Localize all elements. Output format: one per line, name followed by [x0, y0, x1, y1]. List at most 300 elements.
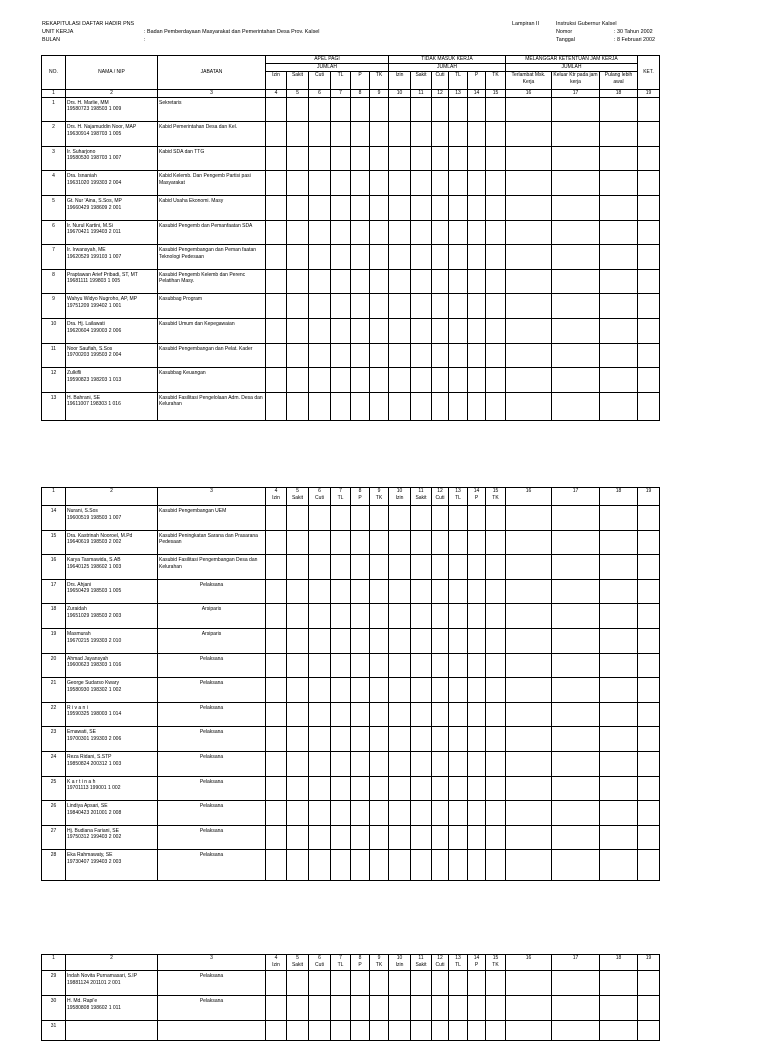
column-sublabel: TK [375, 961, 383, 968]
attendance-cell [506, 678, 552, 703]
attendance-cell [449, 751, 468, 776]
attendance-cell [389, 971, 411, 996]
attendance-cell [506, 555, 552, 580]
col-header-p: P [351, 72, 370, 90]
row-number: 18 [42, 604, 66, 629]
attendance-cell [638, 653, 660, 678]
attendance-cell [370, 318, 389, 343]
attendance-cell [449, 678, 468, 703]
table-row [42, 555, 660, 580]
column-number-label: 1 [52, 90, 55, 96]
attendance-cell [600, 678, 638, 703]
attendance-cell [351, 171, 370, 196]
row-number: 1 [42, 97, 66, 122]
attendance-cell [486, 343, 506, 368]
table-row [42, 628, 660, 653]
column-sublabel: Izin [395, 961, 404, 968]
jabatan-cell: Kabid Kelemb. Dan Pengemb Partisi pasi Masyarakat [158, 171, 266, 196]
row-number: 10 [42, 318, 66, 343]
column-number-label: 16 [525, 955, 532, 961]
employee-nip: 19660429 198609 2 001 [67, 204, 122, 211]
attendance-cell [266, 825, 287, 850]
table-row [42, 122, 660, 147]
employee-nip: 19700203 199503 2 004 [67, 352, 122, 359]
column-number [432, 488, 449, 506]
column-number [552, 955, 600, 971]
attendance-cell [411, 506, 432, 531]
name-cell [66, 171, 158, 196]
employee-name: H. Bahrani, SE [67, 394, 101, 401]
attendance-cell [287, 971, 309, 996]
attendance-cell [486, 971, 506, 996]
attendance-cell [309, 801, 331, 826]
attendance-cell [411, 392, 432, 420]
column-number [42, 90, 66, 98]
column-number [638, 90, 660, 98]
attendance-cell [432, 392, 449, 420]
jabatan-cell: Kasubid Pengembangan dan Peman faatan Teknologi Pedesaan [158, 245, 266, 270]
column-number [370, 488, 389, 506]
column-number [351, 90, 370, 98]
attendance-table-page-3 [41, 954, 660, 1041]
attendance-cell [287, 171, 309, 196]
attendance-cell [449, 653, 468, 678]
column-sublabel: TL [455, 494, 461, 501]
column-number [266, 488, 287, 506]
jabatan-cell: Pelaksana [158, 971, 266, 996]
attendance-cell [506, 653, 552, 678]
attendance-cell [468, 294, 486, 319]
attendance-cell [506, 97, 552, 122]
attendance-cell [411, 195, 432, 220]
attendance-cell [411, 751, 432, 776]
column-number-label: 8 [358, 955, 362, 961]
column-number-label: 9 [377, 955, 381, 961]
attendance-cell [331, 245, 351, 270]
column-number [638, 488, 660, 506]
attendance-cell [411, 146, 432, 171]
attendance-cell [552, 751, 600, 776]
row-number: 6 [42, 220, 66, 245]
jabatan-cell: Pelaksana [158, 825, 266, 850]
attendance-cell [506, 971, 552, 996]
column-number-label: 11 [418, 90, 424, 96]
attendance-cell [468, 171, 486, 196]
attendance-cell [370, 653, 389, 678]
attendance-cell [506, 776, 552, 801]
column-sublabel: TK [492, 961, 499, 968]
attendance-cell [506, 195, 552, 220]
attendance-cell [266, 776, 287, 801]
table-row [42, 97, 660, 122]
row-number: 15 [42, 530, 66, 555]
name-cell [66, 801, 158, 826]
attendance-cell [331, 343, 351, 368]
attendance-cell [506, 220, 552, 245]
attendance-cell [506, 579, 552, 604]
attendance-cell [309, 506, 331, 531]
column-number [638, 955, 660, 971]
attendance-cell [287, 678, 309, 703]
employee-name: Dra. Kastrinah Nooroel, M.Pd [67, 532, 133, 539]
attendance-cell [266, 702, 287, 727]
jabatan-cell: Pelaksana [158, 751, 266, 776]
attendance-cell [266, 343, 287, 368]
jabatan-cell: Kasubbag Program [158, 294, 266, 319]
attendance-cell [411, 702, 432, 727]
name-cell [66, 604, 158, 629]
row-number: 9 [42, 294, 66, 319]
attendance-cell [552, 628, 600, 653]
attendance-cell [468, 530, 486, 555]
name-cell [66, 245, 158, 270]
attendance-cell [309, 776, 331, 801]
attendance-cell [600, 269, 638, 294]
column-number [411, 90, 432, 98]
attendance-cell [266, 146, 287, 171]
employee-nip: 19611007 198303 1 016 [67, 401, 121, 408]
row-number: 31 [42, 1021, 66, 1041]
table-row [42, 850, 660, 881]
attendance-cell [287, 751, 309, 776]
name-cell [66, 220, 158, 245]
column-number [66, 955, 158, 971]
attendance-cell [411, 628, 432, 653]
attendance-cell [468, 776, 486, 801]
attendance-cell [600, 850, 638, 881]
attendance-cell [351, 318, 370, 343]
attendance-cell [309, 971, 331, 996]
attendance-cell [370, 122, 389, 147]
column-number-label: 19 [645, 90, 652, 96]
employee-name: Hj. Budiana Fariani, SE [67, 827, 119, 834]
column-number-label: 9 [377, 488, 381, 494]
attendance-cell [331, 801, 351, 826]
attendance-cell [552, 506, 600, 531]
attendance-cell [370, 579, 389, 604]
attendance-cell [638, 368, 660, 393]
attendance-cell [449, 506, 468, 531]
employee-nip: 19700301 199303 2 006 [67, 735, 122, 742]
jabatan-cell: Kasubbag Keuangan [158, 368, 266, 393]
attendance-cell [370, 801, 389, 826]
column-sublabel: Cuti [315, 494, 324, 501]
column-number [351, 955, 370, 971]
attendance-cell [266, 392, 287, 420]
attendance-cell [432, 171, 449, 196]
employee-name: Ir. Nurul Kartini, M.Si [67, 222, 113, 229]
attendance-cell [370, 727, 389, 752]
column-number-label: 6 [318, 90, 321, 96]
attendance-cell [506, 801, 552, 826]
attendance-cell [351, 579, 370, 604]
attendance-cell [266, 727, 287, 752]
attendance-cell [266, 801, 287, 826]
attendance-cell [468, 825, 486, 850]
column-number-label: 3 [210, 955, 213, 961]
column-number [309, 955, 331, 971]
employee-name: Indah Novita Purnamasari, S.IP [67, 973, 138, 979]
column-number [506, 90, 552, 98]
name-cell [66, 318, 158, 343]
attendance-cell [638, 727, 660, 752]
column-number-label: 19 [645, 488, 652, 494]
employee-nip: 19640619 198503 2 002 [67, 539, 122, 546]
attendance-cell [389, 727, 411, 752]
attendance-cell [351, 530, 370, 555]
column-number [389, 955, 411, 971]
attendance-cell [351, 392, 370, 420]
name-cell [66, 825, 158, 850]
column-number-label: 15 [492, 90, 499, 96]
jabatan-cell: Pelaksana [158, 579, 266, 604]
attendance-cell [309, 555, 331, 580]
attendance-cell [331, 506, 351, 531]
row-number: 22 [42, 702, 66, 727]
row-number: 11 [42, 343, 66, 368]
attendance-cell [638, 850, 660, 881]
attendance-cell [600, 392, 638, 420]
column-number-label: 14 [473, 90, 480, 96]
employee-nip: 19600519 198503 1 007 [67, 514, 122, 521]
attendance-cell [370, 971, 389, 996]
attendance-cell [389, 220, 411, 245]
attendance-cell [486, 776, 506, 801]
attendance-cell [370, 678, 389, 703]
attendance-cell [506, 294, 552, 319]
attendance-cell [370, 171, 389, 196]
attendance-cell [370, 555, 389, 580]
attendance-cell [486, 269, 506, 294]
attendance-cell [287, 555, 309, 580]
col-header-melanggar: MELANGGAR KETENTUAN JAM KERJA [506, 56, 638, 64]
attendance-cell [432, 604, 449, 629]
jabatan-cell: Arsiparis [158, 604, 266, 629]
attendance-cell [389, 343, 411, 368]
row-number: 23 [42, 727, 66, 752]
attendance-cell [506, 245, 552, 270]
attendance-cell [486, 506, 506, 531]
attendance-cell [331, 776, 351, 801]
attendance-cell [486, 825, 506, 850]
employee-nip: 19751209 199402 1 001 [67, 302, 122, 309]
attendance-cell [266, 195, 287, 220]
col-header-cuti: Cuti [432, 72, 449, 90]
attendance-cell [552, 996, 600, 1021]
attendance-cell [432, 702, 449, 727]
jabatan-cell: Kasubid Pengembangan dan Pelat. Kader [158, 343, 266, 368]
jabatan-cell: Kasubid Pengemb dan Pemanfaatan SDA [158, 220, 266, 245]
attendance-cell [468, 751, 486, 776]
attendance-cell [432, 971, 449, 996]
attendance-cell [432, 506, 449, 531]
column-sublabel: P [474, 494, 479, 501]
column-number-label: 3 [210, 90, 213, 96]
attendance-cell [309, 996, 331, 1021]
attendance-cell [506, 122, 552, 147]
attendance-cell [351, 996, 370, 1021]
attendance-cell [351, 146, 370, 171]
attendance-cell [468, 195, 486, 220]
column-number [432, 90, 449, 98]
attendance-cell [331, 146, 351, 171]
attendance-cell [468, 220, 486, 245]
attendance-cell [432, 195, 449, 220]
attendance-cell [486, 850, 506, 881]
attendance-cell [432, 530, 449, 555]
attendance-cell [486, 245, 506, 270]
jabatan-cell: Sekretaris [158, 97, 266, 122]
attendance-cell [468, 343, 486, 368]
table-row [42, 727, 660, 752]
attendance-cell [449, 392, 468, 420]
attendance-cell [351, 122, 370, 147]
jabatan-cell: Kasubid Pengemb Kelemb dan Perenc Pelatihan Masy. [158, 269, 266, 294]
row-number: 7 [42, 245, 66, 270]
attendance-cell [638, 678, 660, 703]
attendance-cell [309, 122, 331, 147]
attendance-cell [389, 604, 411, 629]
column-number [266, 90, 287, 98]
attendance-cell [638, 97, 660, 122]
attendance-cell [370, 850, 389, 881]
jabatan-cell: Pelaksana [158, 727, 266, 752]
table-row [42, 776, 660, 801]
attendance-cell [266, 171, 287, 196]
column-number-label: 12 [437, 90, 443, 96]
attendance-cell [638, 628, 660, 653]
report-title: REKAPITULASI DAFTAR HADIR PNS [42, 21, 135, 27]
column-number [370, 955, 389, 971]
attendance-cell [486, 171, 506, 196]
column-number [66, 488, 158, 506]
attendance-cell [351, 368, 370, 393]
attendance-cell [389, 776, 411, 801]
column-number [158, 488, 266, 506]
row-number: 26 [42, 801, 66, 826]
col-header-tl: TL [449, 72, 468, 90]
attendance-cell [266, 678, 287, 703]
attendance-cell [351, 604, 370, 629]
employee-nip: 19850824 200312 1 003 [67, 760, 122, 767]
column-number-label: 10 [396, 90, 403, 96]
attendance-cell [411, 678, 432, 703]
column-number [331, 955, 351, 971]
column-number [552, 90, 600, 98]
column-number [506, 488, 552, 506]
attendance-cell [486, 702, 506, 727]
attendance-cell [486, 653, 506, 678]
attendance-cell [468, 146, 486, 171]
attendance-cell [309, 146, 331, 171]
attendance-cell [287, 220, 309, 245]
attendance-cell [486, 294, 506, 319]
lampiran-label: Lampiran II [512, 21, 539, 27]
attendance-cell [309, 702, 331, 727]
employee-nip: 19640125 198602 1 003 [67, 563, 122, 570]
jabatan-cell: Kabid Pemerintahan Desa dan Kel. [158, 122, 266, 147]
attendance-cell [600, 343, 638, 368]
column-number [309, 488, 331, 506]
attendance-cell [370, 996, 389, 1021]
attendance-cell [468, 996, 486, 1021]
col-header-no: NO. [42, 56, 66, 90]
attendance-cell [486, 146, 506, 171]
attendance-cell [600, 751, 638, 776]
row-number: 20 [42, 653, 66, 678]
attendance-cell [552, 604, 600, 629]
attendance-cell [506, 825, 552, 850]
employee-name: Lindiya Apsari, SE [67, 803, 108, 810]
employee-name: Ahmad Jayansyah [67, 655, 109, 662]
column-number [468, 90, 486, 98]
attendance-cell [600, 245, 638, 270]
attendance-cell [486, 122, 506, 147]
attendance-cell [370, 245, 389, 270]
name-cell [66, 97, 158, 122]
column-sublabel: TL [455, 961, 461, 968]
col-header-tidak-masuk: TIDAK MASUK KERJA [389, 56, 506, 64]
column-number-label: 4 [274, 955, 278, 961]
attendance-cell [552, 530, 600, 555]
attendance-cell [287, 727, 309, 752]
column-number [331, 90, 351, 98]
attendance-cell [266, 122, 287, 147]
attendance-cell [432, 318, 449, 343]
attendance-cell [389, 245, 411, 270]
attendance-cell [600, 146, 638, 171]
attendance-cell [370, 146, 389, 171]
col-header-ket: KET. [638, 56, 660, 90]
attendance-cell [638, 825, 660, 850]
column-sublabel: P [358, 961, 362, 968]
attendance-cell [331, 97, 351, 122]
attendance-cell [287, 702, 309, 727]
attendance-cell [266, 555, 287, 580]
name-cell [66, 122, 158, 147]
attendance-cell [449, 850, 468, 881]
column-number [42, 955, 66, 971]
employee-nip: 19631020 199303 2 004 [67, 179, 122, 186]
attendance-cell [411, 220, 432, 245]
attendance-cell [331, 318, 351, 343]
attendance-cell [486, 368, 506, 393]
attendance-cell [552, 368, 600, 393]
attendance-cell [468, 392, 486, 420]
column-number [486, 955, 506, 971]
employee-name: Ir. Irwansyah, ME [67, 247, 106, 254]
attendance-cell [638, 776, 660, 801]
name-cell [66, 628, 158, 653]
attendance-cell [411, 368, 432, 393]
attendance-cell [600, 195, 638, 220]
attendance-cell [389, 146, 411, 171]
attendance-cell [411, 318, 432, 343]
attendance-cell [506, 368, 552, 393]
jabatan-cell: Kabid Usaha Ekonomi. Masy [158, 195, 266, 220]
employee-name: Ernawati, SE [67, 729, 96, 736]
column-number-label: 12 [437, 955, 443, 961]
attendance-cell [449, 825, 468, 850]
column-number-row [42, 488, 660, 506]
attendance-cell [331, 604, 351, 629]
attendance-cell [600, 506, 638, 531]
row-number: 16 [42, 555, 66, 580]
attendance-cell [287, 195, 309, 220]
attendance-cell [266, 530, 287, 555]
attendance-cell [449, 579, 468, 604]
col-header-tk: TK [370, 72, 389, 90]
